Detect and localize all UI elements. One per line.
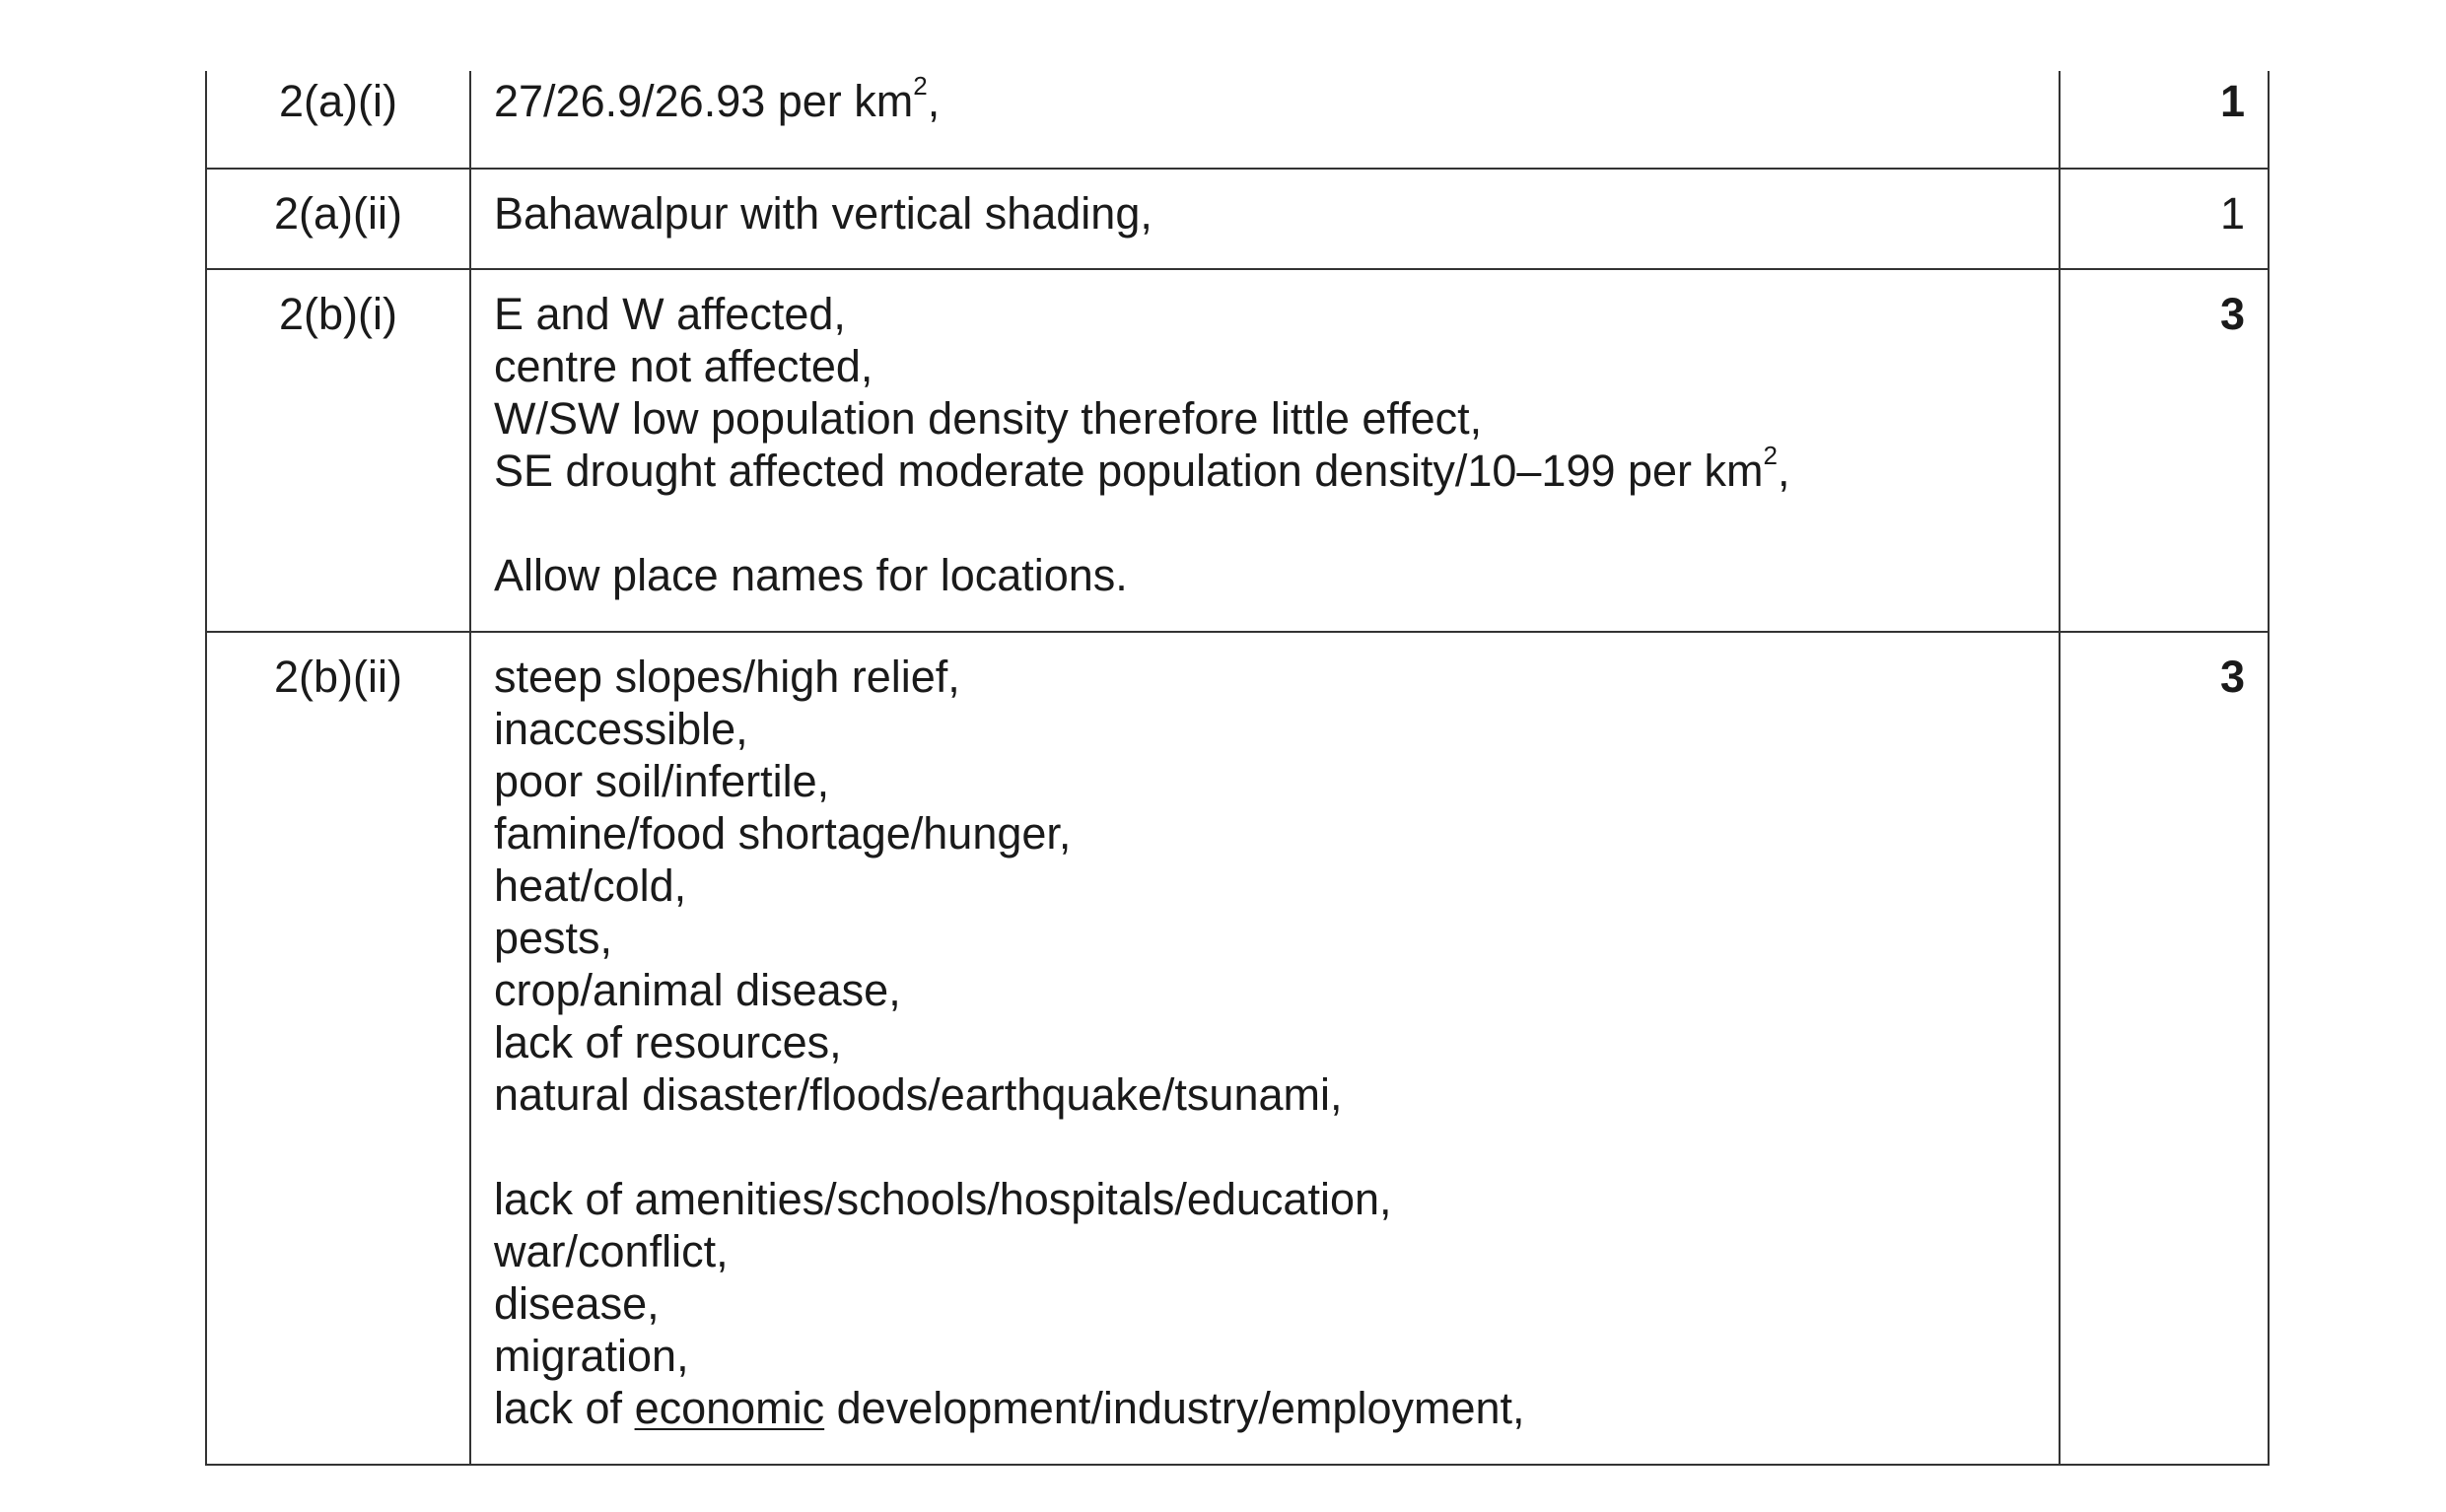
answer-cell <box>470 169 2060 269</box>
answer-text: development/industry/employment, <box>824 1383 1525 1433</box>
answer-cell <box>470 632 2060 1465</box>
answer-line: heat/cold, <box>494 860 687 911</box>
answer-text: Bahawalpur with vertical shading, <box>494 188 1153 239</box>
answer-line: lack of resources, <box>494 1017 842 1067</box>
answer-text: 27/26.9/26.93 per km <box>494 76 914 126</box>
table-row <box>206 632 2269 1465</box>
marks-value: 1 <box>2219 76 2245 126</box>
mark-scheme-table <box>205 71 2270 1466</box>
superscript: 2 <box>1763 441 1779 470</box>
answer-line: pests, <box>494 913 613 963</box>
answer-text: lack of <box>494 1383 635 1433</box>
marks-cell <box>2060 632 2269 1465</box>
answer-line: lack of amenities/schools/hospitals/education, <box>494 1174 1392 1224</box>
answer-line: natural disaster/floods/earthquake/tsunami, <box>494 1069 1343 1120</box>
answer-note: Allow place names for locations. <box>494 550 1128 600</box>
answer-line: steep slopes/high relief, <box>494 652 960 702</box>
question-number-cell <box>206 71 470 169</box>
answer-tail: , <box>927 76 941 126</box>
table-row <box>206 169 2269 269</box>
marks-cell <box>2060 169 2269 269</box>
marks-value: 3 <box>2219 652 2245 702</box>
marks-value: 3 <box>2219 289 2245 339</box>
question-number-cell <box>206 169 470 269</box>
question-number: 2(b)(i) <box>279 289 397 339</box>
answer-line: E and W affected, <box>494 289 846 339</box>
answer-line: poor soil/infertile, <box>494 756 830 806</box>
underlined-keyword: economic <box>634 1383 825 1433</box>
marks-cell <box>2060 269 2269 632</box>
question-number-cell <box>206 632 470 1465</box>
answer-line <box>494 1382 2059 1434</box>
answer-text: SE drought affected moderate population density/10–199 per km <box>494 446 1764 496</box>
answer-cell <box>470 71 2060 169</box>
question-number: 2(a)(ii) <box>274 188 402 239</box>
superscript: 2 <box>913 71 928 101</box>
answer-line <box>494 71 2059 127</box>
answer-line: disease, <box>494 1278 660 1329</box>
table-row <box>206 71 2269 169</box>
marks-value: 1 <box>2219 188 2245 239</box>
question-number: 2(a)(i) <box>279 76 397 126</box>
answer-line <box>494 441 2059 497</box>
answer-line: war/conflict, <box>494 1226 729 1276</box>
table-row <box>206 269 2269 632</box>
question-number-cell <box>206 269 470 632</box>
answer-line: famine/food shortage/hunger, <box>494 808 1072 859</box>
question-number: 2(b)(ii) <box>274 652 402 702</box>
answer-cell <box>470 269 2060 632</box>
answer-tail: , <box>1778 446 1790 496</box>
answer-line: inaccessible, <box>494 704 748 754</box>
answer-line: migration, <box>494 1331 689 1381</box>
answer-line: centre not affected, <box>494 341 874 391</box>
answer-line: W/SW low population density therefore little effect, <box>494 393 1483 444</box>
answer-line: crop/animal disease, <box>494 965 901 1015</box>
marks-cell <box>2060 71 2269 169</box>
